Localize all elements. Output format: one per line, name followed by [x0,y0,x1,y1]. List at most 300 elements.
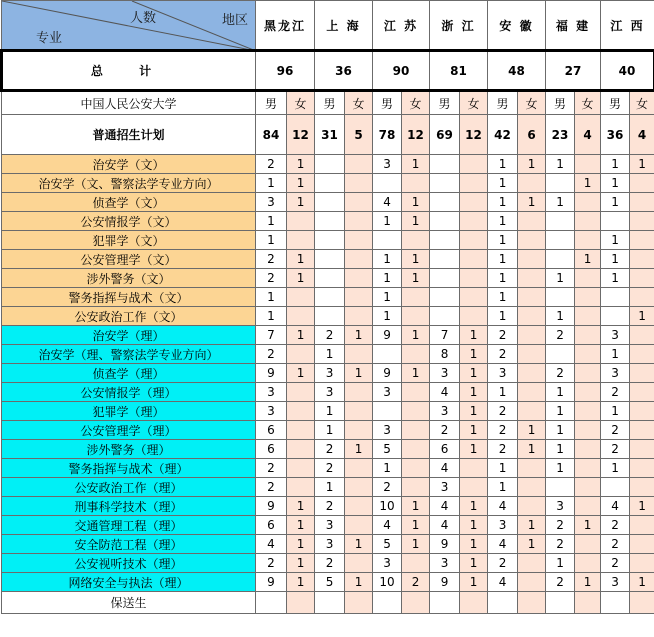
female-count-cell: 1 [460,421,488,440]
footer-row [2,592,654,614]
male-count-cell: 1 [546,307,575,326]
male-count-cell: 10 [373,573,402,592]
male-count-cell: 1 [601,193,630,212]
female-count-cell [402,345,430,364]
footer-cell [287,592,315,614]
male-count-cell: 1 [315,478,345,497]
male-count-cell: 3 [430,364,460,383]
female-count-cell [575,326,601,345]
male-count-cell [546,174,575,193]
male-count-cell: 1 [488,155,518,174]
female-count-cell [518,402,546,421]
footer-cell [430,592,460,614]
male-count-cell: 4 [430,459,460,478]
male-count-cell [315,231,345,250]
female-count-cell: 1 [402,250,430,269]
male-count-cell: 1 [601,231,630,250]
male-count-cell [601,478,630,497]
footer-cell [460,592,488,614]
male-count-cell: 2 [546,326,575,345]
male-count-cell: 5 [373,535,402,554]
female-count-cell [518,573,546,592]
male-count-cell: 1 [546,554,575,573]
major-row [2,193,654,212]
female-header: 女 [460,91,488,115]
male-count-cell [315,174,345,193]
male-count-cell: 2 [488,421,518,440]
female-count-cell: 1 [518,193,546,212]
male-count-cell [546,231,575,250]
male-count-cell: 2 [256,478,287,497]
male-count-cell: 4 [430,497,460,516]
province-zhejiang: 浙 江 [430,1,488,51]
male-count-cell: 1 [256,288,287,307]
major-name: 公安情报学（文） [2,212,256,231]
plan-value: 5 [345,115,373,155]
male-count-cell: 1 [488,383,518,402]
male-count-cell [315,212,345,231]
male-count-cell: 1 [601,269,630,288]
male-count-cell: 2 [430,421,460,440]
female-count-cell [630,269,654,288]
male-count-cell: 1 [373,212,402,231]
major-name: 公安政治工作（文） [2,307,256,326]
footer-cell [345,592,373,614]
female-count-cell [518,174,546,193]
female-count-cell [402,307,430,326]
plan-label: 普通招生计划 [2,115,256,155]
female-count-cell [460,231,488,250]
female-count-cell [402,383,430,402]
female-count-cell [345,516,373,535]
male-count-cell: 7 [256,326,287,345]
female-count-cell [287,231,315,250]
female-count-cell: 1 [402,269,430,288]
female-count-cell [518,554,546,573]
plan-value: 4 [630,115,654,155]
male-count-cell: 1 [373,307,402,326]
female-count-cell [345,421,373,440]
female-count-cell: 1 [402,364,430,383]
female-count-cell: 1 [345,573,373,592]
male-count-cell: 2 [601,421,630,440]
male-count-cell: 2 [373,478,402,497]
female-count-cell [630,459,654,478]
male-count-cell [430,250,460,269]
female-count-cell [402,231,430,250]
female-count-cell: 1 [630,155,654,174]
female-count-cell [345,193,373,212]
male-count-cell: 2 [546,364,575,383]
female-count-cell [345,174,373,193]
male-count-cell: 1 [546,383,575,402]
plan-value: 36 [601,115,630,155]
male-count-cell: 1 [315,402,345,421]
male-count-cell: 9 [430,573,460,592]
male-count-cell: 3 [601,326,630,345]
female-count-cell [518,307,546,326]
footer-cell [488,592,518,614]
female-count-cell [402,421,430,440]
male-count-cell: 3 [488,364,518,383]
female-count-cell: 1 [518,155,546,174]
female-count-cell [575,383,601,402]
male-count-cell: 2 [601,440,630,459]
major-name: 治安学（理、警察法学专业方向） [2,345,256,364]
male-count-cell: 7 [430,326,460,345]
female-count-cell [518,345,546,364]
male-count-cell: 2 [601,516,630,535]
male-count-cell [315,155,345,174]
male-count-cell: 3 [373,155,402,174]
plan-value: 4 [575,115,601,155]
female-count-cell [460,288,488,307]
plan-value: 12 [287,115,315,155]
male-count-cell: 3 [315,364,345,383]
male-header: 男 [315,91,345,115]
male-count-cell: 1 [488,269,518,288]
male-count-cell [373,231,402,250]
plan-row [2,115,654,155]
male-count-cell [430,155,460,174]
footer-cell [601,592,630,614]
header-row [2,1,654,51]
male-count-cell: 1 [601,459,630,478]
female-count-cell: 1 [287,174,315,193]
male-count-cell: 3 [256,402,287,421]
male-count-cell: 1 [546,459,575,478]
male-count-cell: 1 [256,307,287,326]
male-count-cell: 3 [430,402,460,421]
female-count-cell [402,459,430,478]
female-count-cell [287,307,315,326]
female-count-cell [460,250,488,269]
female-count-cell [575,478,601,497]
major-row [2,288,654,307]
male-count-cell: 1 [315,421,345,440]
female-count-cell [575,497,601,516]
female-count-cell [518,250,546,269]
female-count-cell: 1 [630,307,654,326]
major-name: 侦查学（文） [2,193,256,212]
female-count-cell: 1 [460,440,488,459]
female-count-cell [575,402,601,421]
major-name: 公安管理学（文） [2,250,256,269]
total-label: 总 计 [2,51,256,91]
female-count-cell [630,421,654,440]
major-name: 治安学（文） [2,155,256,174]
female-count-cell [460,193,488,212]
male-count-cell: 1 [256,231,287,250]
female-count-cell [287,383,315,402]
female-count-cell [518,326,546,345]
female-count-cell: 1 [630,573,654,592]
female-count-cell [575,345,601,364]
male-count-cell [430,174,460,193]
female-count-cell: 1 [287,269,315,288]
male-count-cell [601,212,630,231]
male-header: 男 [546,91,575,115]
male-count-cell: 1 [546,421,575,440]
female-count-cell [460,269,488,288]
female-count-cell [630,516,654,535]
male-count-cell: 3 [315,516,345,535]
male-count-cell: 1 [546,402,575,421]
male-count-cell: 1 [488,459,518,478]
major-name: 涉外警务（文） [2,269,256,288]
male-count-cell: 2 [488,440,518,459]
male-count-cell: 9 [256,573,287,592]
male-count-cell [546,345,575,364]
male-count-cell: 5 [373,440,402,459]
corner-count-label: 人数 [130,11,157,26]
male-count-cell: 1 [601,345,630,364]
male-count-cell: 2 [256,345,287,364]
female-count-cell: 1 [287,554,315,573]
major-row [2,364,654,383]
female-count-cell: 1 [287,364,315,383]
male-count-cell: 2 [315,440,345,459]
female-header: 女 [630,91,654,115]
female-count-cell [630,174,654,193]
female-count-cell [518,497,546,516]
female-count-cell: 1 [575,250,601,269]
male-count-cell: 1 [601,155,630,174]
major-row [2,516,654,535]
female-count-cell: 1 [518,535,546,554]
male-count-cell [373,345,402,364]
male-count-cell: 9 [256,364,287,383]
male-count-cell: 2 [601,554,630,573]
male-count-cell: 5 [315,573,345,592]
female-count-cell [345,402,373,421]
male-count-cell: 1 [488,231,518,250]
female-count-cell [630,212,654,231]
female-count-cell: 1 [518,421,546,440]
female-count-cell [630,193,654,212]
major-row [2,421,654,440]
male-count-cell: 2 [488,402,518,421]
female-count-cell: 1 [575,516,601,535]
male-count-cell [430,193,460,212]
female-count-cell: 1 [460,516,488,535]
female-count-cell: 1 [460,345,488,364]
male-count-cell [546,288,575,307]
major-row [2,345,654,364]
female-count-cell: 1 [402,326,430,345]
female-header: 女 [287,91,315,115]
female-count-cell: 1 [460,535,488,554]
male-count-cell: 1 [488,307,518,326]
male-count-cell [373,174,402,193]
female-count-cell [575,212,601,231]
male-count-cell: 4 [488,535,518,554]
female-count-cell [518,383,546,402]
female-count-cell: 1 [402,212,430,231]
female-count-cell: 1 [402,155,430,174]
female-count-cell: 1 [402,516,430,535]
female-header: 女 [575,91,601,115]
male-header: 男 [488,91,518,115]
female-count-cell [460,459,488,478]
plan-value: 78 [373,115,402,155]
male-count-cell: 2 [315,326,345,345]
header-corner-cell [2,1,256,51]
female-count-cell [345,554,373,573]
female-count-cell [630,402,654,421]
male-count-cell: 4 [256,535,287,554]
footer-cell [256,592,287,614]
female-count-cell [345,288,373,307]
male-count-cell: 3 [430,554,460,573]
female-count-cell: 1 [460,326,488,345]
male-count-cell: 2 [315,554,345,573]
female-count-cell [630,383,654,402]
male-count-cell: 4 [601,497,630,516]
major-name: 公安情报学（理） [2,383,256,402]
footer-cell [315,592,345,614]
male-count-cell: 1 [601,402,630,421]
female-count-cell: 1 [345,535,373,554]
female-count-cell: 1 [287,155,315,174]
male-count-cell: 1 [373,288,402,307]
male-count-cell: 1 [488,174,518,193]
major-row [2,573,654,592]
male-count-cell: 4 [488,497,518,516]
female-count-cell [345,231,373,250]
female-count-cell: 1 [460,383,488,402]
major-row [2,269,654,288]
female-count-cell [345,269,373,288]
female-count-cell [630,364,654,383]
male-count-cell [315,307,345,326]
female-count-cell [287,212,315,231]
male-count-cell: 1 [546,193,575,212]
female-count-cell [460,307,488,326]
plan-value: 6 [518,115,546,155]
male-count-cell: 9 [373,364,402,383]
female-count-cell [345,345,373,364]
male-count-cell: 3 [256,193,287,212]
female-count-cell [575,307,601,326]
female-count-cell [630,326,654,345]
major-name: 公安政治工作（理） [2,478,256,497]
female-count-cell: 1 [345,326,373,345]
male-count-cell [546,478,575,497]
total-value: 81 [430,51,488,91]
female-count-cell: 1 [402,497,430,516]
total-value: 90 [373,51,430,91]
female-count-cell [630,231,654,250]
male-count-cell: 1 [601,250,630,269]
major-row [2,231,654,250]
female-count-cell: 1 [345,364,373,383]
major-name: 警务指挥与战术（文） [2,288,256,307]
major-name: 警务指挥与战术（理） [2,459,256,478]
major-name: 涉外警务（理） [2,440,256,459]
female-count-cell [630,535,654,554]
plan-value: 23 [546,115,575,155]
male-count-cell [430,231,460,250]
male-count-cell: 4 [488,573,518,592]
female-count-cell [402,174,430,193]
male-count-cell [601,288,630,307]
male-count-cell: 1 [488,288,518,307]
major-row [2,212,654,231]
male-count-cell [601,307,630,326]
major-name: 公安管理学（理） [2,421,256,440]
plan-value: 69 [430,115,460,155]
female-count-cell [575,155,601,174]
male-count-cell: 2 [256,459,287,478]
male-count-cell: 3 [601,573,630,592]
male-count-cell: 4 [430,383,460,402]
male-count-cell: 6 [256,421,287,440]
female-count-cell: 1 [287,497,315,516]
male-count-cell: 2 [546,516,575,535]
total-value: 27 [546,51,601,91]
major-row [2,497,654,516]
female-count-cell [575,554,601,573]
female-count-cell [345,478,373,497]
male-count-cell: 1 [256,174,287,193]
male-count-cell: 2 [256,554,287,573]
female-count-cell: 1 [518,516,546,535]
plan-value: 12 [460,115,488,155]
female-count-cell [575,288,601,307]
female-count-cell [402,402,430,421]
female-header: 女 [402,91,430,115]
female-count-cell: 1 [287,516,315,535]
male-count-cell: 3 [373,383,402,402]
female-count-cell: 2 [402,573,430,592]
male-count-cell: 8 [430,345,460,364]
male-count-cell: 1 [546,155,575,174]
female-count-cell: 1 [518,440,546,459]
male-count-cell: 2 [546,535,575,554]
male-header: 男 [430,91,460,115]
male-count-cell: 2 [256,155,287,174]
female-count-cell: 1 [630,497,654,516]
male-count-cell: 4 [430,516,460,535]
male-count-cell: 1 [315,345,345,364]
male-count-cell: 1 [546,269,575,288]
university-row [2,91,654,115]
major-name: 交通管理工程（理） [2,516,256,535]
male-count-cell: 3 [601,364,630,383]
major-row [2,402,654,421]
province-shanghai: 上 海 [315,1,373,51]
male-count-cell: 2 [546,573,575,592]
province-jiangsu: 江 苏 [373,1,430,51]
female-count-cell [345,497,373,516]
male-count-cell: 1 [256,212,287,231]
major-row [2,478,654,497]
major-row [2,459,654,478]
female-count-cell [630,554,654,573]
male-count-cell: 2 [488,554,518,573]
female-count-cell [345,155,373,174]
major-row [2,155,654,174]
female-count-cell [575,440,601,459]
female-count-cell [402,440,430,459]
major-name: 治安学（文、警察法学专业方向） [2,174,256,193]
female-count-cell: 1 [460,402,488,421]
male-count-cell: 4 [373,516,402,535]
male-count-cell: 9 [373,326,402,345]
major-name: 犯罪学（文） [2,231,256,250]
female-count-cell [575,459,601,478]
